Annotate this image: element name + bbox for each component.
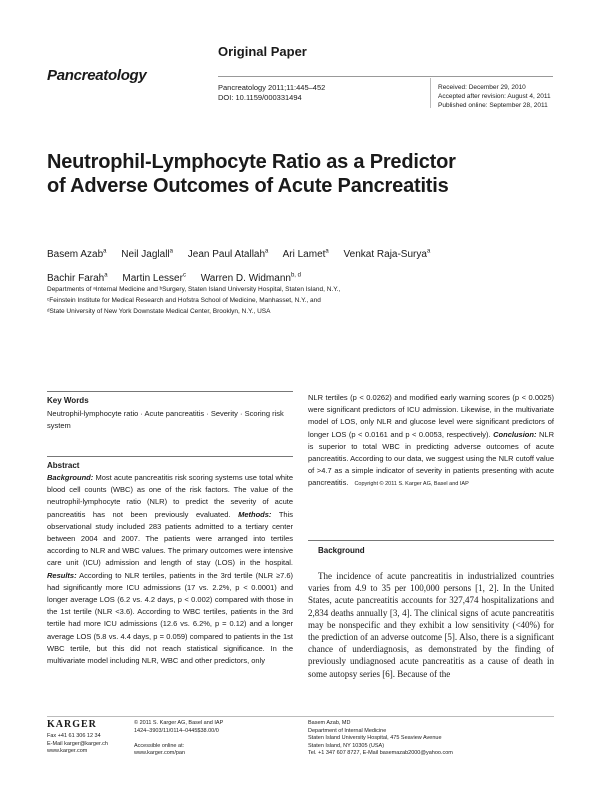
abstract-methods-label: Methods:	[238, 509, 272, 519]
abstract-heading: Abstract	[47, 461, 80, 470]
abstract-continued-text: NLR tertiles (p < 0.0262) and modified early warning scores (p < 0.0025) were significant predictors of ICU admission. Likewise, in the multivariate model of LOS, only NLR and glucose level were significant predictors of longer LOS (p < 0.0161 and p < 0.0053, respectively).	[308, 393, 554, 439]
publisher-copyright: © 2011 S. Karger AG, Basel and IAP	[134, 720, 224, 726]
header-divider	[218, 76, 553, 77]
author: Warren D. Widmann$^{b, d}$	[200, 272, 301, 284]
abstract-conclusion-text: NLR is superior to total WBC in predicting adverse outcomes of acute pancreatitis. According to our data, we suggest using the NLR cutoff value of >4.7 as a simple indicator of severity in patients presenting with acute pancreatitis.	[308, 429, 554, 488]
background-divider	[308, 540, 554, 541]
corr-city: Staten Island, NY 10305 (USA)	[308, 742, 385, 749]
author: Venkat Raja-Surya$^a$	[343, 249, 431, 261]
accessible-online-label: Accessible online at:	[134, 742, 185, 749]
keywords-heading: Key Words	[47, 396, 89, 405]
keywords-divider	[47, 391, 293, 392]
correspondence-address	[308, 720, 453, 758]
abstract-background-text: Most acute pancreatitis risk scoring systems use total white blood cell counts (WBC) as one of the risk factors. The value of the neutrophil-lymphocyte ratio (NLR) to predict the severity of acute pancreatitis has not been previously evaluated.	[47, 473, 293, 519]
journal-name: Pancreatology	[47, 67, 147, 84]
citation-block	[218, 83, 325, 103]
received-date: Received: December 29, 2010	[438, 84, 526, 91]
abstract-divider	[47, 456, 293, 457]
copyright-notice: Copyright © 2011 S. Karger AG, Basel and IAP	[354, 481, 469, 488]
article-title: Neutrophil-Lymphocyte Ratio as a Predictor of Adverse Outcomes of Acute Pancreatitis	[47, 151, 456, 197]
affiliation-line: ᵈState University of New York Downstate Medical Center, Brooklyn, N.Y., USA	[47, 308, 271, 315]
background-heading: Background	[318, 546, 365, 555]
corr-department: Department of Internal Medicine	[308, 727, 387, 734]
meta-divider	[430, 78, 431, 108]
author-list	[47, 242, 557, 289]
author: Bachir Farah$^a$	[47, 272, 108, 284]
author: Basem Azab$^a$	[47, 249, 107, 261]
abstract-results-text: According to NLR tertiles, patients in the 3rd tertile (NLR ≥7.6) had significantly more ICU admissions (17 vs. 2.2%, p < 0.0001) and longer average LOS (6.2 vs. 4.2 days, p < 0.002) compared with those in the 1st tertile (NLR <3.6). According to WBC tertiles, patients in the 3rd tertile had more ICU admissions (12.6 vs. 6.2%, p = 0.12) and a longer average LOS (5.8 vs. 4.4 days, p = 0.059) compared to patients in the 1st WBC tertile, but this did not reach statistical significance. In the multivariate model including NLR, WBC and other predictors, only	[47, 570, 293, 666]
email-text: E-Mail karger@karger.ch	[47, 740, 108, 747]
abstract-background-label: Background:	[47, 473, 94, 482]
author: Jean Paul Atallah$^a$	[187, 249, 269, 261]
fax-text: Fax +41 61 306 12 34	[47, 733, 101, 739]
issn-line: 1424–3903/11/0114–0445$38.00/0	[134, 727, 219, 734]
corr-contact: Tel. +1 347 607 8727, E-Mail basemazab2000@yahoo.com	[308, 750, 453, 756]
background-body: The incidence of acute pancreatitis in industrialized countries varies from 4.9 to 35 per 100,000 persons [1, 2]. In the United States, acute pancreatitis accounts for 327,474 hospitalizations and 2,834 deaths annually [3, 4]. The clinical signs of acute pancreatitis may be nonspecific and they exhibit a low sensitivity (<40%) for the prediction of an adverse outcome [5]. Also, there is a significant chance of underdiagnosis, as demonstrated by the finding of previously undiagnosed acute pancreatitis as a cause of death in some autopsy series [6]. Because of the	[308, 571, 554, 679]
website-link[interactable]: www.karger.com	[47, 748, 88, 754]
publisher-contact	[47, 733, 108, 756]
dates-block	[438, 83, 551, 110]
author: Ari Lamet$^a$	[282, 249, 329, 261]
journal-url[interactable]: www.karger.com/pan	[134, 750, 186, 756]
corr-name: Basem Azab, MD	[308, 720, 351, 726]
footer-divider	[47, 716, 554, 717]
accepted-date: Accepted after revision: August 4, 2011	[438, 93, 551, 100]
abstract-methods-text: This observational study included 283 patients admitted to a tertiary center between 2004 and 2007. The patients were arranged into tertiles according to NLR and WBC values. The primary outcomes were intensive care unit (ICU) admission and length of stay (LOS) in the hospital.	[47, 509, 293, 568]
abstract-body-right	[308, 392, 554, 491]
abstract-results-label: Results:	[47, 570, 77, 580]
doi-link[interactable]: 10.1159/000331494	[235, 93, 302, 102]
corr-street: Staten Island University Hospital, 475 Seaview Avenue	[308, 735, 442, 741]
abstract-conclusion-label: Conclusion:	[493, 429, 537, 439]
published-date: Published online: September 28, 2011	[438, 102, 548, 109]
publisher-info	[134, 720, 223, 758]
author: Martin Lesser$^c$	[122, 272, 186, 284]
publisher-logo: KARGER	[47, 719, 97, 730]
citation-line: Pancreatology 2011;11:445–452	[218, 83, 326, 92]
spacer-line	[134, 735, 223, 743]
affiliation-line: Departments of ᵃInternal Medicine and ᵇSurgery, Staten Island University Hospital, Staten Island, N.Y.,	[47, 286, 341, 293]
affiliation-line: ᶜFeinstein Institute for Medical Research and Hofstra School of Medicine, Manhasset, N.Y., and	[47, 297, 321, 304]
abstract-body-left	[47, 472, 293, 667]
doi-prefix: DOI:	[218, 93, 236, 102]
affiliations	[47, 284, 447, 317]
section-label: Original Paper	[218, 44, 307, 59]
author: Neil Jaglall$^a$	[121, 249, 173, 261]
keywords-text: Neutrophil-lymphocyte ratio · Acute pancreatitis · Severity · Scoring risk system	[47, 409, 284, 430]
